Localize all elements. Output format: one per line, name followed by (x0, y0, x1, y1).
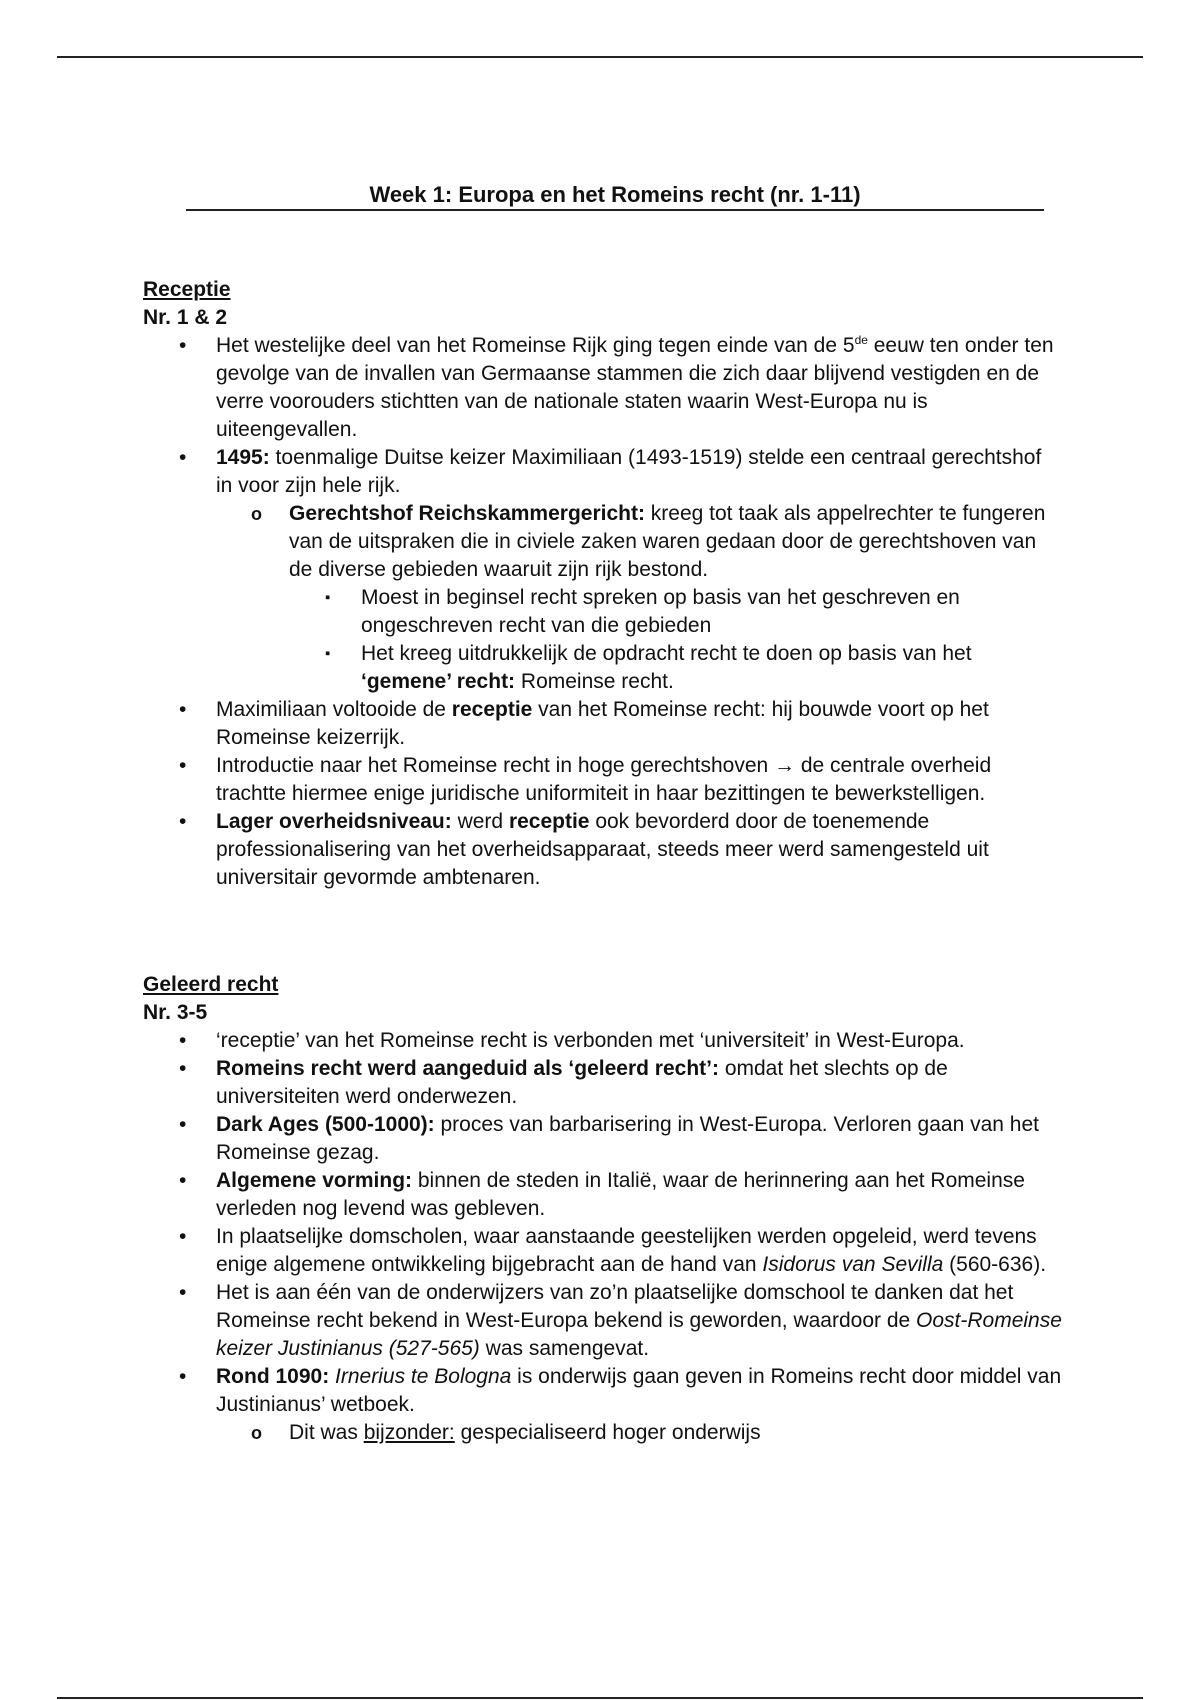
text-run: Irnerius te Bologna (335, 1365, 512, 1388)
list-item (143, 584, 1063, 640)
bullet-marker-icon: • (179, 334, 187, 357)
text-run: Oost-Romeinse keizer Justinianus (527-565) (216, 1309, 1062, 1360)
text-run: bijzonder: (363, 1421, 455, 1444)
text-run: was samengevat. (479, 1337, 650, 1360)
text-run: toenmalige Duitse keizer Maximiliaan (1493-1519) stelde een centraal gerechtshof in voor zijn hele rijk. (216, 446, 1042, 497)
list-item (143, 1167, 1063, 1223)
list-item (143, 752, 1063, 808)
bullet-list (143, 1027, 1063, 1447)
text-run: Introductie naar het Romeinse recht in hoge gerechtshoven → de centrale overheid trachtte hiermee enige juridische uniformiteit in haar bezittingen te bewerkstelligen. (216, 754, 992, 805)
text-run: Het kreeg uitdrukkelijk de opdracht recht te doen op basis van het (361, 642, 972, 665)
list-item (143, 1027, 1063, 1055)
bullet-marker-icon: ▪ (325, 645, 331, 662)
bullet-marker-icon: • (179, 1365, 187, 1388)
list-item (143, 1279, 1063, 1363)
bullet-marker-icon: • (179, 698, 187, 721)
bullet-marker-icon: • (179, 1057, 187, 1080)
bullet-marker-icon: • (179, 1281, 187, 1304)
bottom-rule (57, 1697, 1143, 1699)
text-run: Dit was (289, 1421, 364, 1444)
list-item (143, 500, 1063, 584)
text-run: ook bevorderd door de toenemende professionalisering van het overheidsapparaat, steeds meer werd samengesteld uit universitair gevormde ambtenaren. (216, 810, 989, 889)
list-item (143, 1223, 1063, 1279)
text-run: 1495: (216, 446, 270, 469)
section-receptie (143, 276, 1063, 892)
list-item (143, 640, 1063, 696)
text-run: In plaatselijke domscholen, waar aanstaande geestelijken werden opgeleid, werd tevens enige algemene ontwikkeling bijgebracht aan de hand van (216, 1225, 1037, 1276)
text-run: eeuw ten onder ten gevolge van de invallen van Germaanse stammen die zich daar blijvend vestigden en de verre voorouders stichtten van de nationale staten waarin West-Europa nu is uiteengevallen. (216, 334, 1054, 441)
bullet-marker-icon: o (251, 1423, 262, 1443)
list-item (143, 444, 1063, 500)
bullet-list (143, 332, 1063, 892)
text-run: van het Romeinse recht: hij bouwde voort op het Romeinse keizerrijk. (216, 698, 989, 749)
section-heading: Geleerd recht (143, 973, 279, 996)
bullet-marker-icon: • (179, 810, 187, 833)
text-run: is onderwijs gaan geven in Romeins recht door middel van Justinianus’ wetboek. (216, 1365, 1062, 1416)
bullet-marker-icon: • (179, 1029, 187, 1052)
text-run: gespecialiseerd hoger onderwijs (454, 1421, 761, 1444)
text-run: binnen de steden in Italië, waar de herinnering aan het Romeinse verleden nog levend was gebleven. (216, 1169, 1025, 1220)
text-run: Algemene vorming: (216, 1169, 413, 1192)
section-subheading: Nr. 1 & 2 (143, 306, 228, 329)
text-run: Romeins recht werd aangeduid als ‘geleerd recht’: (216, 1057, 719, 1080)
top-rule (57, 56, 1143, 58)
section-subheading: Nr. 3-5 (143, 1001, 208, 1024)
text-run: receptie (508, 810, 590, 833)
text-run: Maximiliaan voltooide de (216, 698, 452, 721)
text-run: Het is aan één van de onderwijzers van zo’n plaatselijke domschool te danken dat het Romeinse recht bekend in West-Europa bekend is geworden, waardoor de (216, 1281, 1014, 1332)
title-underline (186, 209, 1044, 211)
bullet-marker-icon: • (179, 1169, 187, 1192)
bullet-marker-icon: o (251, 504, 262, 524)
text-run: Gerechtshof Reichskammergericht: (289, 502, 645, 525)
bullet-marker-icon: • (179, 1225, 187, 1248)
list-item (143, 1419, 1063, 1447)
text-run: ‘receptie’ van het Romeinse recht is verbonden met ‘universiteit’ in West-Europa. (216, 1029, 965, 1052)
list-item (143, 332, 1063, 444)
text-run: ‘gemene’ recht: (361, 670, 516, 693)
text-run: kreeg tot taak als appelrechter te fungeren van de uitspraken die in civiele zaken waren gedaan door de gerechtshoven van de diverse gebieden waaruit zijn rijk bestond. (289, 502, 1046, 581)
list-item (143, 1363, 1063, 1419)
text-run: Romeinse recht. (515, 670, 674, 693)
list-item (143, 696, 1063, 752)
list-item (143, 808, 1063, 892)
section-geleerd-recht (143, 971, 1063, 1447)
text-run: Isidorus van Sevilla (762, 1253, 944, 1276)
bullet-marker-icon: • (179, 446, 187, 469)
text-run: werd (451, 810, 509, 833)
text-run: proces van barbarisering in West-Europa. Verloren gaan van het Romeinse gezag. (216, 1113, 1039, 1164)
text-run: Moest in beginsel recht spreken op basis van het geschreven en ongeschreven recht van die gebieden (361, 586, 960, 637)
text-run: Rond 1090: (216, 1365, 330, 1388)
document-title: Week 1: Europa en het Romeins recht (nr. 1-11) (369, 182, 861, 207)
text-run: Het westelijke deel van het Romeinse Rijk ging tegen einde van de 5 (216, 334, 855, 357)
text-run: de (854, 333, 868, 347)
list-item (143, 1111, 1063, 1167)
bullet-marker-icon: • (179, 754, 187, 777)
text-run: (560-636). (943, 1253, 1047, 1276)
text-run: Dark Ages (500-1000): (216, 1113, 435, 1136)
text-run: receptie (451, 698, 533, 721)
bullet-marker-icon: ▪ (325, 589, 331, 606)
section-heading: Receptie (143, 278, 231, 301)
text-run: omdat het slechts op de universiteiten werd onderwezen. (216, 1057, 948, 1108)
list-item (143, 1055, 1063, 1111)
bullet-marker-icon: • (179, 1113, 187, 1136)
text-run: Lager overheidsniveau: (216, 810, 452, 833)
